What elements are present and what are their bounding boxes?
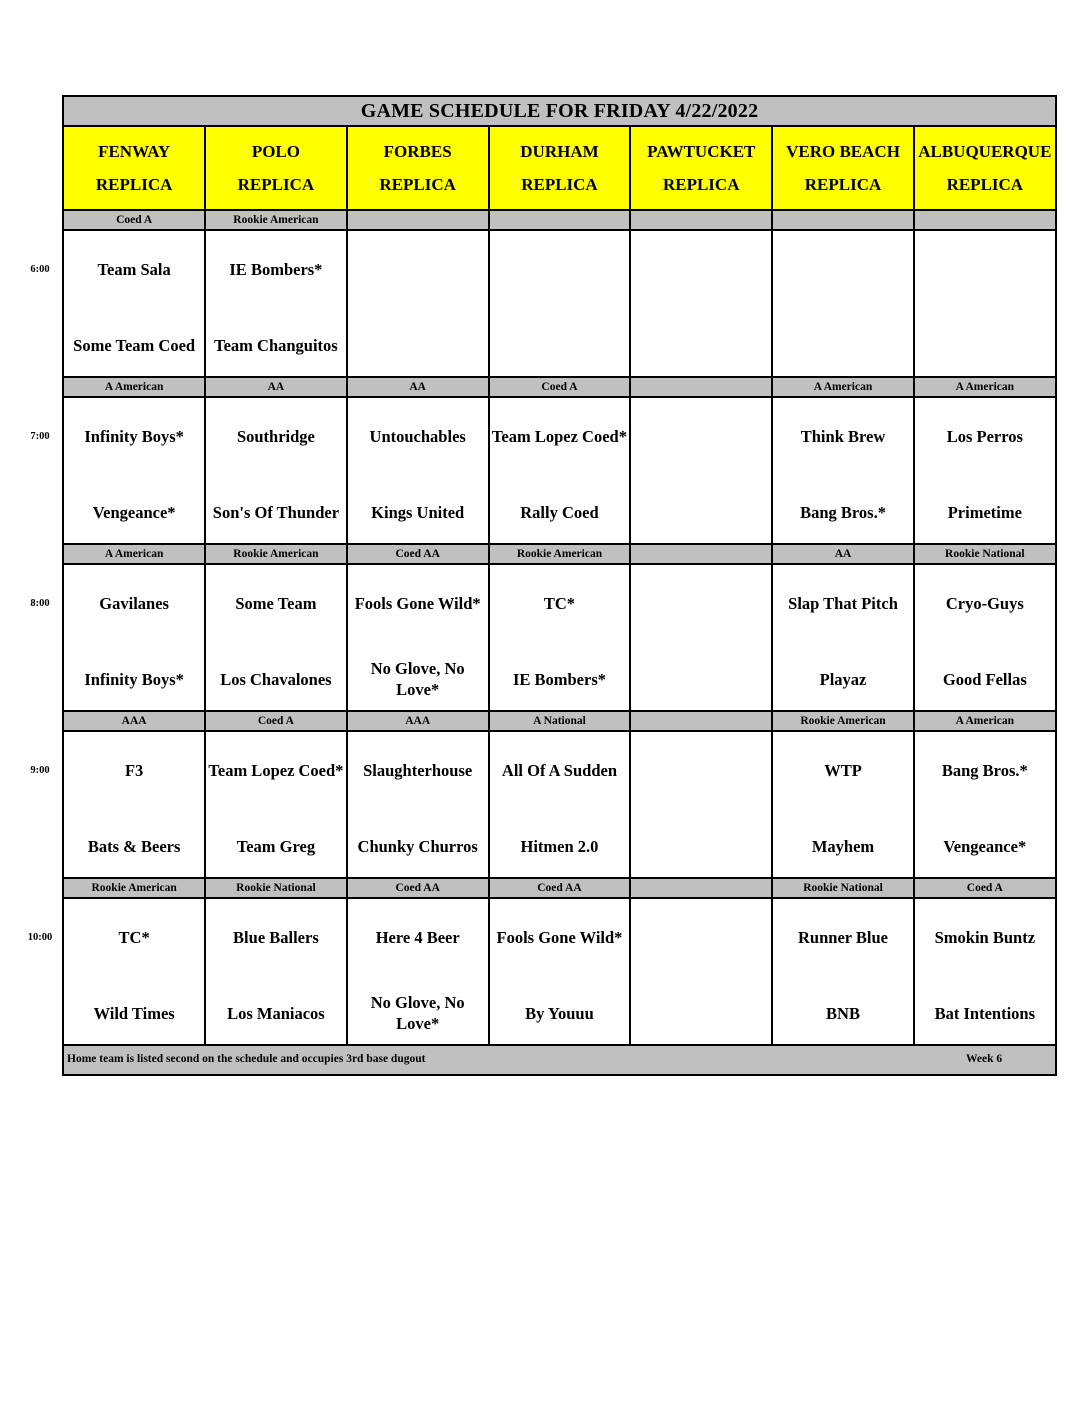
game-row [63,397,1056,544]
home-team: Infinity Boys* [84,669,184,689]
game-cell [772,397,913,544]
home-team: Chunky Churros [357,836,478,856]
away-team: Fools Gone Wild* [354,593,481,613]
game-cell [205,731,346,878]
game-cell [630,731,772,878]
away-team: Bang Bros.* [941,760,1028,780]
away-team: Fools Gone Wild* [496,927,623,947]
division-label: Rookie American [63,878,205,898]
division-label: Coed AA [347,878,489,898]
field-header-polo [205,126,346,210]
away-team [915,247,1055,291]
time-label: 10:00 [27,932,53,943]
home-team: Good Fellas [942,669,1027,689]
home-team: Some Team Coed [73,335,196,355]
division-label [914,210,1056,230]
division-label: A American [63,377,205,397]
away-team: Runner Blue [798,927,889,947]
division-label: Rookie National [205,878,346,898]
game-cell [914,230,1056,377]
home-team: Team Changuitos [214,335,338,355]
game-cell [347,230,489,377]
field-header-forbes [347,126,489,210]
division-label: AAA [63,711,205,731]
away-team: Infinity Boys* [84,426,184,446]
away-team [348,247,488,291]
game-cell [63,731,205,878]
division-label: Rookie American [205,210,346,230]
division-label: A American [914,377,1056,397]
time-label: 9:00 [30,765,50,776]
division-label: AA [772,544,913,564]
division-label [630,711,772,731]
field-name: PAWTUCKET [647,142,756,161]
game-cell [489,898,630,1045]
division-label: Coed A [489,377,630,397]
division-label: A American [63,544,205,564]
home-team: BNB [826,1003,860,1023]
field-type: REPLICA [804,175,882,194]
away-team: Los Perros [946,426,1023,446]
home-team: Primetime [947,502,1022,522]
field-name: FORBES [383,142,452,161]
game-cell [205,564,346,711]
division-label: Coed AA [347,544,489,564]
away-team [631,247,771,291]
division-label: Rookie National [914,544,1056,564]
division-label: A National [489,711,630,731]
game-row [63,230,1056,377]
division-label: A American [914,711,1056,731]
game-cell [489,397,630,544]
game-cell [914,731,1056,878]
footer-note: Home team is listed second on the schedule and occupies 3rd base dugout [67,1053,426,1065]
away-team: WTP [824,760,862,780]
away-team: Blue Ballers [233,927,319,947]
field-header-row [63,126,1056,210]
home-team: IE Bombers* [512,669,606,689]
game-cell [489,230,630,377]
away-team: Team Lopez Coed* [491,426,627,446]
division-label [772,210,913,230]
division-label: Rookie American [772,711,913,731]
game-cell [630,564,772,711]
division-label [489,210,630,230]
field-name: FENWAY [98,142,171,161]
home-team [490,323,629,367]
field-type: REPLICA [95,175,173,194]
division-label: Coed A [914,878,1056,898]
time-label: 8:00 [30,598,50,609]
game-cell [63,564,205,711]
division-row [63,878,1056,898]
game-cell [772,898,913,1045]
field-name: ALBUQUERQUE [918,142,1052,161]
away-team [631,414,771,458]
home-team: Playaz [819,669,867,689]
division-row [63,377,1056,397]
game-cell [914,397,1056,544]
game-cell [205,230,346,377]
week-label: Week 6 [966,1053,1003,1065]
division-label: AA [205,377,346,397]
field-type: REPLICA [379,175,456,194]
field-header-durham [489,126,630,210]
home-team [631,657,771,701]
game-cell [489,731,630,878]
division-row [63,544,1056,564]
game-cell [205,898,346,1045]
field-name: POLO [251,142,300,161]
away-team: Untouchables [369,426,466,446]
game-cell [630,898,772,1045]
home-team [631,490,771,534]
division-label: Rookie American [489,544,630,564]
home-team: Los Maniacos [227,1003,325,1023]
division-label [630,878,772,898]
field-header-albuquerque [914,126,1056,210]
home-team: By Youuu [525,1003,594,1023]
away-team: All Of A Sudden [501,760,617,780]
home-team: Bang Bros.* [800,502,886,522]
division-label [630,377,772,397]
division-label: AAA [347,711,489,731]
home-team: Los Chavalones [220,669,332,689]
away-team [631,915,771,959]
division-label: A American [772,377,913,397]
game-cell [772,731,913,878]
away-team: Team Sala [97,259,171,279]
away-team: Here 4 Beer [375,927,460,947]
time-label: 7:00 [30,431,50,442]
footer-cell [63,1045,1056,1075]
away-team [631,748,771,792]
away-team: Some Team [235,593,317,613]
game-cell [63,898,205,1045]
home-team [773,323,912,367]
home-team: Bats & Beers [87,836,181,856]
home-team: Wild Times [93,1003,175,1023]
game-cell [63,230,205,377]
division-row [63,711,1056,731]
division-label: AA [347,377,489,397]
field-name: VERO BEACH [786,142,900,161]
game-cell [347,397,489,544]
home-team [631,824,771,868]
game-cell [63,397,205,544]
field-header-vero-beach [772,126,913,210]
home-team: No Glove, No Love* [370,993,465,1033]
home-team: Son's Of Thunder [212,502,340,522]
away-team [631,581,771,625]
field-header-fenway [63,126,205,210]
home-team: No Glove, No Love* [370,659,465,699]
game-cell [914,898,1056,1045]
division-label [630,210,772,230]
away-team: Slaughterhouse [363,760,473,780]
time-label: 6:00 [30,264,50,275]
away-team [773,247,912,291]
field-type: REPLICA [237,175,315,194]
home-team [631,991,771,1035]
division-label: Rookie National [772,878,913,898]
game-cell [630,230,772,377]
away-team: Cryo-Guys [945,593,1024,613]
away-team: IE Bombers* [229,259,323,279]
away-team: F3 [124,760,144,780]
schedule-title: GAME SCHEDULE FOR FRIDAY 4/22/2022 [63,96,1056,126]
away-team: Southridge [236,426,315,446]
home-team [631,323,771,367]
game-cell [772,230,913,377]
away-team: TC* [118,927,150,947]
game-row [63,564,1056,711]
home-team: Team Greg [236,836,316,856]
away-team: Team Lopez Coed* [208,760,344,780]
schedule-table [62,95,1057,1076]
division-row [63,210,1056,230]
field-header-pawtucket [630,126,772,210]
game-cell [205,397,346,544]
home-team: Mayhem [811,836,875,856]
title-row [63,96,1056,126]
home-team: Rally Coed [520,502,599,522]
away-team [490,247,629,291]
game-row [63,898,1056,1045]
home-team: Kings United [371,502,465,522]
away-team: Think Brew [800,426,886,446]
home-team [915,323,1055,367]
game-cell [347,564,489,711]
game-cell [347,731,489,878]
home-team: Bat Intentions [934,1003,1036,1023]
away-team: TC* [543,593,576,613]
field-type: REPLICA [946,175,1024,194]
division-label: Coed A [205,711,346,731]
game-cell [914,564,1056,711]
division-label [630,544,772,564]
field-name: DURHAM [520,142,599,161]
game-cell [772,564,913,711]
division-label [347,210,489,230]
away-team: Slap That Pitch [788,593,898,613]
home-team: Hitmen 2.0 [520,836,599,856]
home-team [348,323,488,367]
game-cell [489,564,630,711]
division-label: Coed A [63,210,205,230]
away-team: Smokin Buntz [934,927,1036,947]
division-label: Rookie American [205,544,346,564]
game-cell [630,397,772,544]
game-cell [347,898,489,1045]
field-type: REPLICA [662,175,740,194]
away-team: Gavilanes [99,593,169,613]
division-label: Coed AA [489,878,630,898]
home-team: Vengeance* [92,502,176,522]
home-team: Vengeance* [943,836,1027,856]
field-type: REPLICA [521,175,598,194]
footer-row [63,1045,1056,1075]
game-row [63,731,1056,878]
